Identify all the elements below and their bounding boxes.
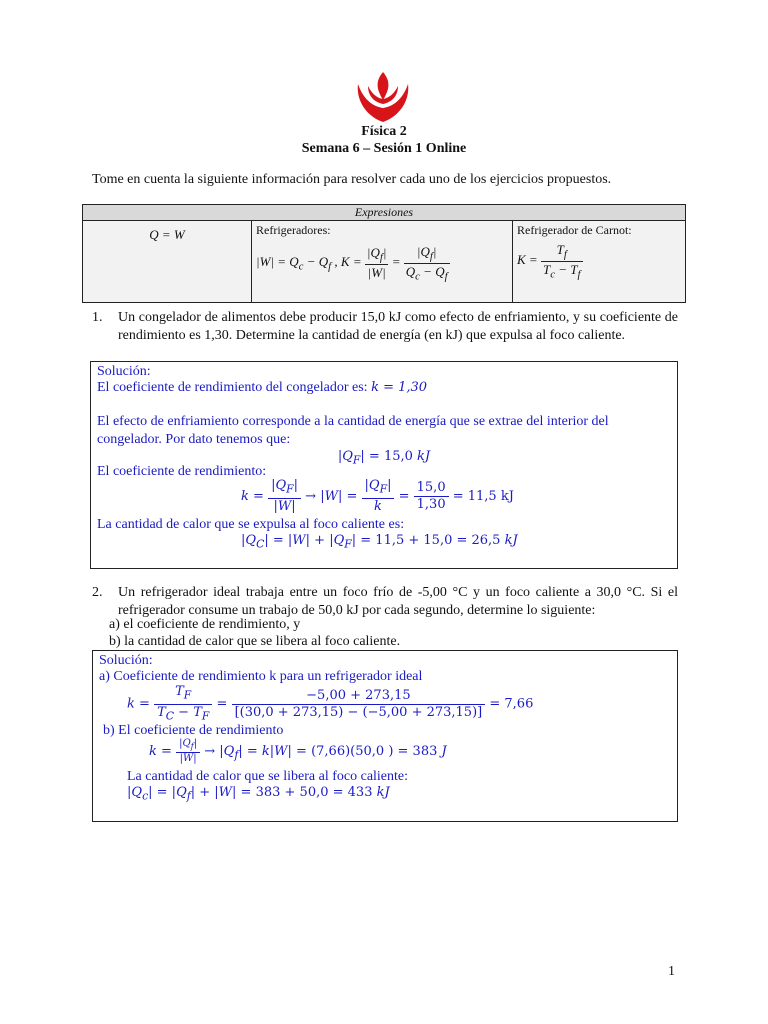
solution-1-line1: [97, 379, 427, 397]
solution-2-eq-b: k = $\frac{|Q_f|}{|W|}$ → $|Q_f| = k|W| = (7,66)(50,0$ ) = 383 J: [149, 738, 447, 764]
problem-1-solution-box: [90, 361, 678, 569]
solution-1-eq-k: k = $\frac{|Q_F|}{|W|}$ → |W| = $\frac{|Q_F|}{k}$ = $\frac{15,0}{1,30}$ = 11,5 kJ: [241, 478, 514, 514]
solution-1-eq-qf: $|Q_F| = 15,0$ kJ: [337, 449, 431, 467]
solution-1-k-value: k = 1,30: [371, 380, 428, 395]
university-logo: [354, 70, 412, 124]
solution-2-result-a: = 7,66: [489, 696, 534, 712]
carnot-formula: K = $\frac{T_f}{T_c - T_f}$: [517, 242, 581, 281]
solution-2-eq-heat: $|Q_c| = |Q_f| + |W| = 383 + 50,0 = 433$ kJ: [127, 785, 390, 803]
solution-1-label: Solución:: [97, 364, 151, 379]
problem-1-number: 1.: [92, 310, 103, 325]
solution-1-line1-text: El coeficiente de rendimiento del congelador es:: [97, 380, 368, 395]
solution-1-val-den: 1,30: [416, 496, 446, 512]
problem-2-solution-box: [92, 650, 678, 822]
solution-1-line4: La cantidad de calor que se expulsa al foco caliente es:: [97, 517, 405, 532]
solution-2-part-b: b) El coeficiente de rendimiento: [103, 723, 284, 738]
solution-2-label: Solución:: [99, 653, 153, 668]
solution-2-part-a: a) Coeficiente de rendimiento k para un refrigerador ideal: [99, 669, 423, 684]
problem-1-text: Un congelador de alimentos debe producir 15,0 kJ como efecto de enfriamiento, y su coeficiente de rendimiento es 1,30. Determine la cantidad de energía (en kJ) que expulsa al foco caliente.: [118, 310, 678, 343]
table-cell-refrigerators: [252, 221, 513, 303]
problem-2-number: 2.: [92, 585, 103, 600]
document-subtitle: Semana 6 – Sesión 1 Online: [301, 141, 467, 156]
intro-text: Tome en cuenta la siguiente información para resolver cada uno de los ejercicios propuestos.: [92, 172, 612, 187]
problem-2-item-a: a) el coeficiente de rendimiento, y: [109, 617, 301, 632]
refrigerators-label: Refrigeradores:: [256, 223, 331, 237]
problem-2-text: Un refrigerador ideal trabaja entre un foco frío de -5,00 °C y un foco caliente a 30,0 °C. Si el refrigerador consume un trabajo de 50,0 kJ por cada segundo, determine lo siguiente:: [118, 585, 678, 618]
solution-1-line3: El coeficiente de rendimiento:: [97, 464, 267, 479]
document-title: Física 2: [361, 124, 407, 139]
solution-1-line2: El efecto de enfriamiento corresponde a la cantidad de energía que se extrae del interior del congelador. Por dato tenemos que:: [97, 414, 609, 447]
refrigerator-formula: $|W| = Q_c - Q_f$ , K = $\frac{|Q_f|}{|W|}$ = $\frac{|Q_f|}{Q_c - Q_f}$: [256, 244, 448, 283]
solution-2-eq-a: k = $\frac{T_F}{T_C - T_F}$ = $\frac{-5,00 + 273,15}{[(30,0 + 273,15) - (-5,00 + 273,15)]}$ = 7,66: [127, 684, 534, 723]
solution-2-heat-line: La cantidad de calor que se libera al foco caliente:: [127, 769, 409, 784]
carnot-label: Refrigerador de Carnot:: [517, 223, 632, 237]
solution-1-w-result: = 11,5 kJ: [452, 488, 514, 504]
problem-2-item-b: b) la cantidad de calor que se libera al foco caliente.: [109, 634, 401, 649]
solution-1-val-num: 15,0: [414, 480, 449, 497]
table-cell-carnot: [513, 221, 686, 303]
expressions-table: [82, 204, 686, 303]
solution-1-eq-qc: $|Q_C| = |W| + |Q_F| = 11,5 + 15,0 = 26,5$ kJ: [241, 533, 518, 551]
formula-q-equals-w: Q = W: [149, 227, 185, 242]
solution-2-frac-num: −5,00 + 273,15: [232, 688, 486, 705]
page-number: 1: [668, 964, 675, 979]
table-cell-qw: [83, 221, 252, 303]
table-header: Expresiones: [83, 205, 686, 221]
solution-2-frac-den: [(30,0 + 273,15) − (−5,00 + 273,15)]: [234, 704, 483, 720]
